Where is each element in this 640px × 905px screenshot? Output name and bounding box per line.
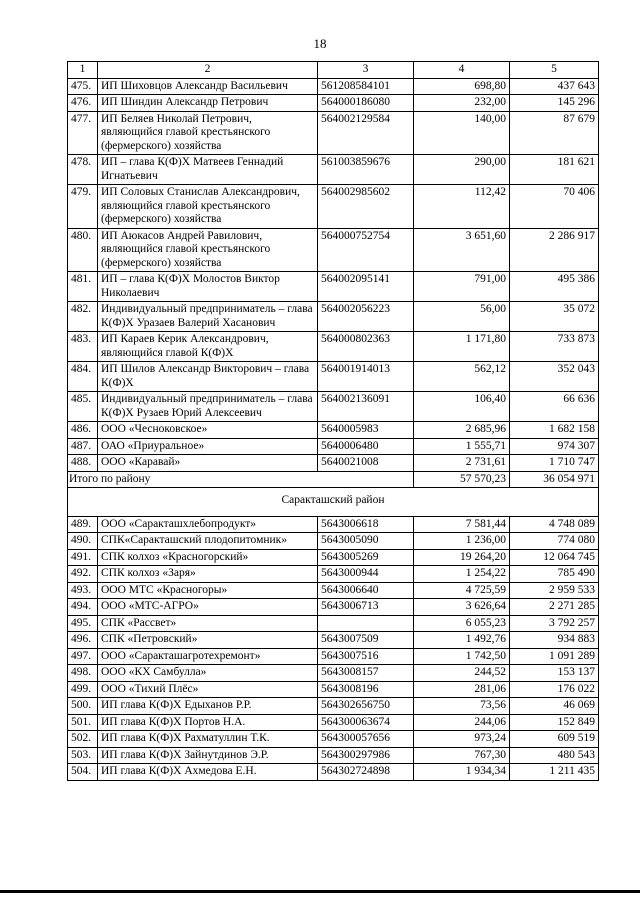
row-amount: 66 636	[510, 392, 599, 422]
table-row	[68, 111, 599, 155]
table-row	[68, 302, 599, 332]
row-number: 478.	[68, 155, 98, 185]
row-amount: 176 022	[510, 681, 599, 698]
row-amount: 437 643	[510, 78, 599, 95]
row-amount: 1 682 158	[510, 422, 599, 439]
row-inn: 564002985602	[318, 185, 414, 229]
table-row	[68, 714, 599, 731]
row-amount: 774 080	[510, 533, 599, 550]
row-amount: 609 519	[510, 731, 599, 748]
row-area: 6 055,23	[414, 615, 510, 632]
row-name: ИП – глава К(Ф)Х Молостов Виктор Николаевич	[98, 272, 318, 302]
row-amount: 2 286 917	[510, 228, 599, 272]
row-inn: 5643006713	[318, 599, 414, 616]
header-cell: 1	[68, 62, 98, 79]
row-inn: 561003859676	[318, 155, 414, 185]
table-row	[68, 95, 599, 112]
row-amount: 12 064 745	[510, 549, 599, 566]
row-number: 496.	[68, 632, 98, 649]
row-amount: 2 271 285	[510, 599, 599, 616]
row-inn: 5643000944	[318, 566, 414, 583]
row-inn: 564300297986	[318, 747, 414, 764]
row-area: 244,52	[414, 665, 510, 682]
row-number: 497.	[68, 648, 98, 665]
row-amount: 1 091 289	[510, 648, 599, 665]
table-row	[68, 228, 599, 272]
data-table	[67, 61, 599, 781]
table-row	[68, 272, 599, 302]
row-amount: 35 072	[510, 302, 599, 332]
row-amount: 785 490	[510, 566, 599, 583]
row-amount: 974 307	[510, 438, 599, 455]
row-name: ИП глава К(Ф)Х Едыханов Р.Р.	[98, 698, 318, 715]
row-area: 244,06	[414, 714, 510, 731]
row-number: 500.	[68, 698, 98, 715]
total-row	[68, 471, 599, 488]
row-amount: 4 748 089	[510, 516, 599, 533]
row-area: 3 626,64	[414, 599, 510, 616]
row-area: 791,00	[414, 272, 510, 302]
row-inn: 564300063674	[318, 714, 414, 731]
row-area: 56,00	[414, 302, 510, 332]
row-number: 482.	[68, 302, 98, 332]
row-name: ИП Шилов Александр Викторович – глава К(Ф)Х	[98, 362, 318, 392]
row-inn: 564001914013	[318, 362, 414, 392]
row-name: ИП Аюкасов Андрей Равилович, являющийся главой крестьянского (фермерского) хозяйства	[98, 228, 318, 272]
row-area: 232,00	[414, 95, 510, 112]
row-name: ООО МТС «Красногоры»	[98, 582, 318, 599]
row-name: ИП Шиховцов Александр Васильевич	[98, 78, 318, 95]
header-cell: 3	[318, 62, 414, 79]
row-area: 281,06	[414, 681, 510, 698]
row-name: ООО «Каравай»	[98, 455, 318, 472]
row-inn: 5643006640	[318, 582, 414, 599]
row-area: 1 934,34	[414, 764, 510, 781]
row-area: 2 685,96	[414, 422, 510, 439]
row-inn: 5643007509	[318, 632, 414, 649]
row-number: 487.	[68, 438, 98, 455]
total-area: 57 570,23	[414, 471, 510, 488]
row-amount: 70 406	[510, 185, 599, 229]
row-area: 1 492,76	[414, 632, 510, 649]
header-row	[68, 62, 599, 79]
row-area: 4 725,59	[414, 582, 510, 599]
row-number: 485.	[68, 392, 98, 422]
row-amount: 3 792 257	[510, 615, 599, 632]
row-amount: 152 849	[510, 714, 599, 731]
row-number: 486.	[68, 422, 98, 439]
section-row	[68, 488, 599, 517]
row-number: 499.	[68, 681, 98, 698]
header-cell: 5	[510, 62, 599, 79]
row-area: 767,30	[414, 747, 510, 764]
table-row	[68, 78, 599, 95]
row-amount: 934 883	[510, 632, 599, 649]
row-area: 1 742,50	[414, 648, 510, 665]
row-area: 106,40	[414, 392, 510, 422]
row-name: ИП глава К(Ф)Х Портов Н.А.	[98, 714, 318, 731]
row-number: 491.	[68, 549, 98, 566]
total-label: Итого по району	[68, 471, 414, 488]
row-inn: 564302656750	[318, 698, 414, 715]
section-title: Саракташский район	[68, 488, 599, 517]
table-row	[68, 747, 599, 764]
row-name: СПК«Саракташский плодопитомник»	[98, 533, 318, 550]
row-name: СПК «Петровский»	[98, 632, 318, 649]
row-inn: 5643005090	[318, 533, 414, 550]
row-name: СПК колхоз «Красногорский»	[98, 549, 318, 566]
row-inn: 564000802363	[318, 332, 414, 362]
table-row	[68, 648, 599, 665]
row-inn: 5640021008	[318, 455, 414, 472]
table-row	[68, 422, 599, 439]
page-bottom-rule	[0, 890, 640, 893]
row-inn: 564000186080	[318, 95, 414, 112]
row-number: 484.	[68, 362, 98, 392]
row-number: 475.	[68, 78, 98, 95]
row-inn: 564002129584	[318, 111, 414, 155]
row-number: 489.	[68, 516, 98, 533]
row-name: ИП Беляев Николай Петрович, являющийся главой крестьянского (фермерского) хозяйства	[98, 111, 318, 155]
table-row	[68, 632, 599, 649]
row-name: СПК колхоз «Заря»	[98, 566, 318, 583]
row-inn: 564002136091	[318, 392, 414, 422]
row-inn	[318, 615, 414, 632]
row-number: 503.	[68, 747, 98, 764]
table-row	[68, 185, 599, 229]
row-number: 479.	[68, 185, 98, 229]
table-row	[68, 698, 599, 715]
row-name: ООО «Тихий Плёс»	[98, 681, 318, 698]
table-row	[68, 615, 599, 632]
row-name: ООО «Саракташхлебопродукт»	[98, 516, 318, 533]
row-name: ОАО «Приуральное»	[98, 438, 318, 455]
row-number: 481.	[68, 272, 98, 302]
row-amount: 46 069	[510, 698, 599, 715]
row-amount: 1 710 747	[510, 455, 599, 472]
table-row	[68, 455, 599, 472]
table-row	[68, 549, 599, 566]
row-number: 502.	[68, 731, 98, 748]
row-name: ООО «Чесноковское»	[98, 422, 318, 439]
row-inn: 564302724898	[318, 764, 414, 781]
row-amount: 480 543	[510, 747, 599, 764]
table-row	[68, 582, 599, 599]
row-area: 290,00	[414, 155, 510, 185]
table-row	[68, 332, 599, 362]
page-number: 18	[313, 36, 327, 51]
row-number: 490.	[68, 533, 98, 550]
row-amount: 495 386	[510, 272, 599, 302]
table-row	[68, 764, 599, 781]
row-area: 140,00	[414, 111, 510, 155]
table-row	[68, 533, 599, 550]
row-inn: 564300057656	[318, 731, 414, 748]
row-name: ООО «Саракташагротехремонт»	[98, 648, 318, 665]
header-cell: 2	[98, 62, 318, 79]
row-name: ИП Соловых Станислав Александрович, являющийся главой крестьянского (фермерского) хозяйства	[98, 185, 318, 229]
row-number: 495.	[68, 615, 98, 632]
table-row	[68, 681, 599, 698]
table-row	[68, 665, 599, 682]
table-row	[68, 362, 599, 392]
row-area: 562,12	[414, 362, 510, 392]
header-cell: 4	[414, 62, 510, 79]
row-number: 483.	[68, 332, 98, 362]
row-amount: 733 873	[510, 332, 599, 362]
row-area: 3 651,60	[414, 228, 510, 272]
row-amount: 145 296	[510, 95, 599, 112]
row-number: 493.	[68, 582, 98, 599]
row-amount: 2 959 533	[510, 582, 599, 599]
row-area: 1 236,00	[414, 533, 510, 550]
row-area: 698,80	[414, 78, 510, 95]
row-area: 973,24	[414, 731, 510, 748]
row-number: 492.	[68, 566, 98, 583]
table-row	[68, 599, 599, 616]
row-number: 504.	[68, 764, 98, 781]
row-amount: 352 043	[510, 362, 599, 392]
row-number: 498.	[68, 665, 98, 682]
row-inn: 564002095141	[318, 272, 414, 302]
row-name: ИП глава К(Ф)Х Ахмедова Е.Н.	[98, 764, 318, 781]
total-amount: 36 054 971	[510, 471, 599, 488]
table-row	[68, 155, 599, 185]
row-inn: 5643008196	[318, 681, 414, 698]
row-inn: 5643006618	[318, 516, 414, 533]
row-name: ООО «МТС-АГРО»	[98, 599, 318, 616]
row-amount: 1 211 435	[510, 764, 599, 781]
table-row	[68, 566, 599, 583]
row-name: Индивидуальный предприниматель – глава К(Ф)Х Рузаев Юрий Алексеевич	[98, 392, 318, 422]
row-name: СПК «Рассвет»	[98, 615, 318, 632]
row-amount: 153 137	[510, 665, 599, 682]
row-area: 1 555,71	[414, 438, 510, 455]
row-number: 501.	[68, 714, 98, 731]
table-row	[68, 731, 599, 748]
row-number: 494.	[68, 599, 98, 616]
row-name: ИП глава К(Ф)Х Зайнутдинов Э.Р.	[98, 747, 318, 764]
row-number: 480.	[68, 228, 98, 272]
row-inn: 5643008157	[318, 665, 414, 682]
table-row	[68, 438, 599, 455]
row-name: ИП – глава К(Ф)Х Матвеев Геннадий Игнатьевич	[98, 155, 318, 185]
row-inn: 5643005269	[318, 549, 414, 566]
row-name: ИП Шиндин Александр Петрович	[98, 95, 318, 112]
row-area: 112,42	[414, 185, 510, 229]
row-number: 476.	[68, 95, 98, 112]
row-inn: 5643007516	[318, 648, 414, 665]
row-name: ООО «КХ Самбулла»	[98, 665, 318, 682]
row-area: 1 254,22	[414, 566, 510, 583]
row-inn: 5640005983	[318, 422, 414, 439]
row-amount: 181 621	[510, 155, 599, 185]
row-amount: 87 679	[510, 111, 599, 155]
row-inn: 561208584101	[318, 78, 414, 95]
row-name: ИП Караев Керик Александрович, являющийся главой К(Ф)Х	[98, 332, 318, 362]
table-row	[68, 516, 599, 533]
row-name: Индивидуальный предприниматель – глава К(Ф)Х Уразаев Валерий Хасанович	[98, 302, 318, 332]
row-number: 488.	[68, 455, 98, 472]
row-inn: 564002056223	[318, 302, 414, 332]
row-inn: 564000752754	[318, 228, 414, 272]
row-area: 1 171,80	[414, 332, 510, 362]
row-name: ИП глава К(Ф)Х Рахматуллин Т.К.	[98, 731, 318, 748]
row-area: 19 264,20	[414, 549, 510, 566]
row-area: 7 581,44	[414, 516, 510, 533]
row-number: 477.	[68, 111, 98, 155]
row-inn: 5640006480	[318, 438, 414, 455]
row-area: 2 731,61	[414, 455, 510, 472]
table-row	[68, 392, 599, 422]
row-area: 73,56	[414, 698, 510, 715]
